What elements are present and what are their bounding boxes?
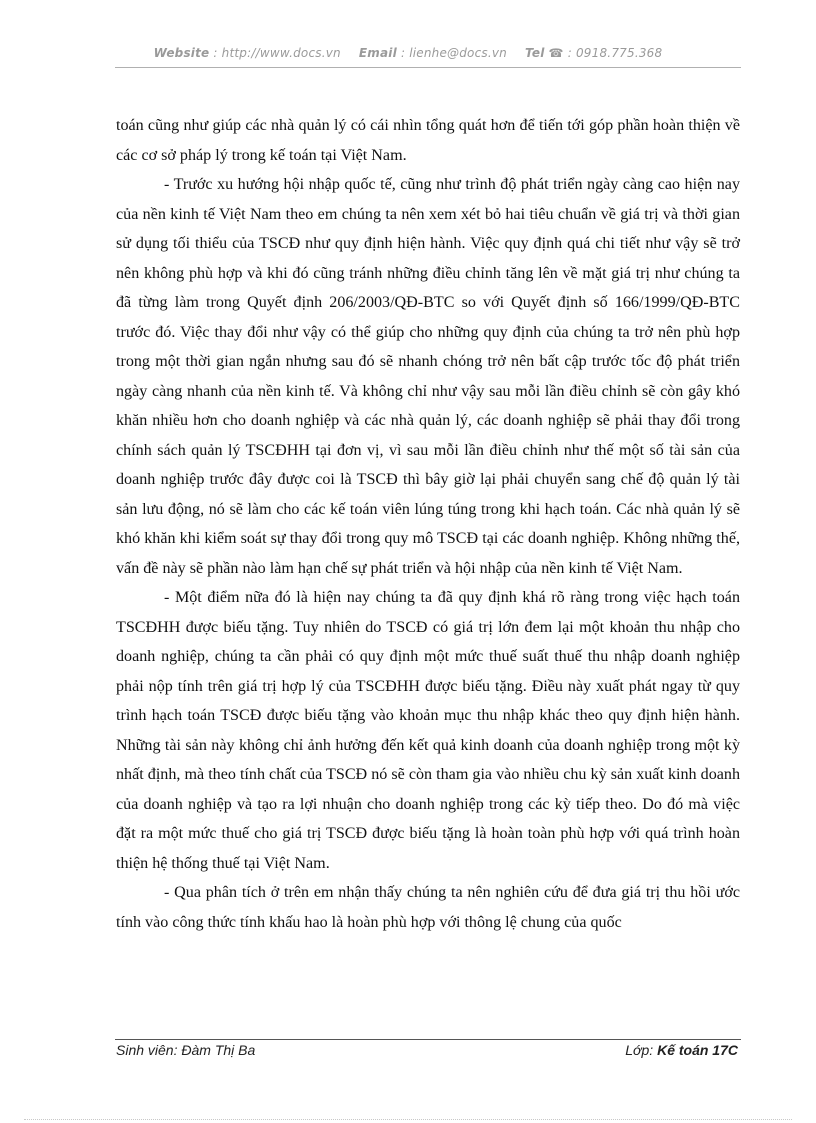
footer-divider	[115, 1039, 741, 1040]
email-value: : lienhe@docs.vn	[400, 46, 507, 60]
paragraph-2: - Trước xu hướng hội nhập quốc tế, cũng như trình độ phát triển ngày càng cao hiện nay của nền kinh tế Việt Nam theo em chúng ta nên xem xét bỏ hai tiêu chuẩn về giá trị và thời gian sử dụng tối thiểu của TSCĐ như quy định hiện hành. Việc quy định quá chi tiết như vậy sẽ trở nên không phù hợp và khi đó cũng tránh những điều chỉnh tăng lên về mặt giá trị như chúng ta đã từng làm trong Quyết định 206/2003/QĐ-BTC so với Quyết định số 166/1999/QĐ-BTC trước đó. Việc thay đổi như vậy có thể giúp cho những quy định của chúng ta trở nên phù hợp trong một thời gian ngắn nhưng sau đó sẽ nhanh chóng trở nên bất cập trước tốc độ phát triển ngày càng nhanh của nền kinh tế. Và không chỉ như vậy sau mỗi lần điều chỉnh sẽ còn gây khó khăn nhiều hơn cho doanh nghiệp và các nhà quản lý, các doanh nghiệp sẽ phải thay đổi trong chính sách quản lý TSCĐHH tại đơn vị, vì sau mỗi lần điều chỉnh như thế một số tài sản của doanh nghiệp trước đây được coi là TSCĐ thì bây giờ lại phải chuyển sang chế độ quản lý tài sản lưu động, nó sẽ làm cho các kế toán viên lúng túng trong khi hạch toán. Các nhà quản lý sẽ khó khăn khi kiểm soát sự thay đổi trong quy mô TSCĐ tại các doanh nghiệp. Không những thế, vấn đề này sẽ phần nào làm hạn chế sự phát triển và hội nhập của nền kinh tế Việt Nam.	[116, 176, 740, 577]
footer-class	[625, 1042, 738, 1058]
class-value: Kế toán 17C	[657, 1042, 738, 1058]
class-label: Lớp:	[625, 1042, 654, 1058]
tel-value: : 0918.775.368	[567, 46, 663, 60]
website-label: Website	[153, 46, 210, 60]
footer-student: Sinh viên: Đàm Thị Ba	[116, 1042, 256, 1058]
website-value: : http://www.docs.vn	[213, 46, 341, 60]
email-label: Email	[358, 46, 397, 60]
paragraph-4: - Qua phân tích ở trên em nhận thấy chúng ta nên nghiên cứu để đưa giá trị thu hồi ước tính vào công thức tính khấu hao là hoàn phù hợp với thông lệ chung của quốc	[116, 884, 740, 931]
tel-label: Tel	[525, 46, 545, 60]
paragraph-3: - Một điểm nữa đó là hiện nay chúng ta đã quy định khá rõ ràng trong việc hạch toán TSCĐHH được biếu tặng. Tuy nhiên do TSCĐ có giá trị lớn đem lại một khoản thu nhập cho doanh nghiệp, chúng ta cần phải có quy định một mức thuế suất thuế thu nhập doanh nghiệp phải nộp tính trên giá trị hợp lý của TSCĐHH được biếu tặng. Điều này xuất phát ngay từ quy trình hạch toán TSCĐ được biếu tặng vào khoản mục thu nhập khác theo quy định hiện hành. Những tài sản này không chỉ ảnh hưởng đến kết quả kinh doanh của doanh nghiệp trong một kỳ nhất định, mà theo tính chất của TSCĐ nó sẽ còn tham gia vào nhiều chu kỳ sản xuất kinh doanh của doanh nghiệp và tạo ra lợi nhuận cho doanh nghiệp trong các kỳ tiếp theo. Do đó mà việc đặt ra một mức thuế cho giá trị TSCĐ được biếu tặng là hoàn toàn phù hợp với quá trình hoàn thiện hệ thống thuế tại Việt Nam.	[116, 589, 740, 872]
header-divider	[115, 67, 741, 68]
page-header	[0, 46, 816, 60]
document-body	[116, 111, 740, 937]
page-bottom-border	[24, 1119, 792, 1120]
phone-icon: ☎	[548, 46, 564, 60]
paragraph-1: toán cũng như giúp các nhà quản lý có cái nhìn tổng quát hơn để tiến tới góp phần hoàn thiện về các cơ sở pháp lý trong kế toán tại Việt Nam.	[116, 117, 740, 164]
